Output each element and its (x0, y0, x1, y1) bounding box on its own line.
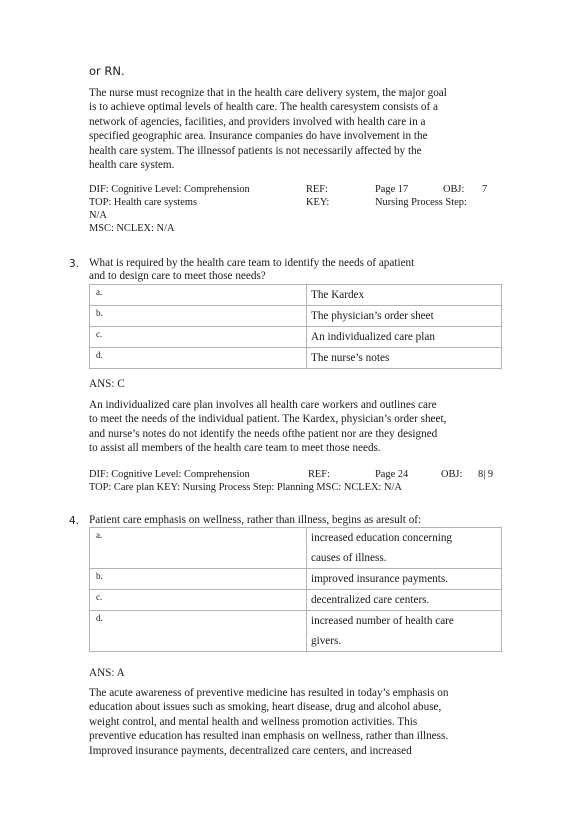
q4-rationale: The acute awareness of preventive medicine has resulted in today’s emphasis on education about issues such as smoking, heart disease, drug and alcohol abuse, weight control, and mental health and wellness promotion activities. This preventive education has resulted inan emphasis on wellness, rather than illness. Improved insurance payments, decentralized care centers, and increased (89, 687, 449, 757)
q4-option-a-letter: a. (90, 528, 307, 569)
q4-option-b-letter: b. (90, 569, 307, 590)
q3-rationale: An individualized care plan involves all health care workers and outlines care to meet the needs of the individual patient. The Kardex, physician’s order sheet, and nurse’s notes do not identify the needs ofthe patient nor are they designed to assist all members of the health care team to meet those needs. (89, 399, 447, 455)
q2-meta-row-2 (89, 196, 509, 209)
q4-stem: Patient care emphasis on wellness, rather than illness, begins as aresult of: (89, 514, 422, 526)
q4-option-a-line1: increased education concerning (311, 532, 453, 544)
q2-obj-value: 7 (482, 184, 488, 195)
q4-answer: ANS: A (89, 667, 125, 679)
q2-top: TOP: Health care systems (89, 197, 198, 208)
q4-option-d-line2: givers. (311, 635, 342, 647)
q3-obj-value: 8| 9 (478, 469, 494, 480)
q2-dif: DIF: Cognitive Level: Comprehension (89, 184, 250, 195)
q2-key-value: Nursing Process Step: (375, 197, 467, 208)
q3-metadata (89, 468, 509, 494)
q3-options-table (89, 284, 502, 369)
q3-option-c-text: An individualized care plan (307, 327, 502, 348)
q3-option-b-letter: b. (90, 306, 307, 327)
q2-rationale: The nurse must recognize that in the health care delivery system, the major goal is to achieve optimal levels of health care. The health caresystem consists of a network of agencies, facilities, and providers involved with health care in a specified geographic area. Insurance companies do have involvement in the health care system. The illnessof patients is not necessarily affected by the health care system. (89, 87, 447, 172)
q2-meta-row-4 (89, 222, 509, 235)
q3-meta-row-2 (89, 481, 509, 494)
q3-option-d-text: The nurse’s notes (307, 348, 502, 369)
q3-option-a-text: The Kardex (307, 285, 502, 306)
q3-ref-label: REF: (308, 469, 330, 480)
q3-meta-row-1 (89, 468, 509, 481)
q4-option-a-line2: causes of illness. (311, 552, 387, 564)
q2-msc: MSC: NCLEX: N/A (89, 223, 175, 234)
q2-metadata (89, 183, 509, 235)
q3-option-a-letter: a. (90, 285, 307, 306)
q2-meta-row-3 (89, 209, 509, 222)
q2-meta-row-1 (89, 183, 509, 196)
q2-key-label: KEY: (306, 197, 330, 208)
q4-option-c-letter: c. (90, 590, 307, 611)
q3-option-a[interactable] (90, 285, 502, 306)
q4-option-c[interactable] (90, 590, 502, 611)
q3-option-d[interactable] (90, 348, 502, 369)
fragment-text: or RN. (89, 64, 125, 78)
q2-obj-label: OBJ: (443, 184, 465, 195)
q4-option-c-line1: decentralized care centers. (311, 594, 430, 606)
q3-option-b[interactable] (90, 306, 502, 327)
q3-option-c[interactable] (90, 327, 502, 348)
q3-ref-value: Page 24 (375, 469, 409, 480)
q4-option-d-line1: increased number of health care (311, 615, 454, 627)
q4-option-b-line1: improved insurance payments. (311, 573, 449, 585)
q2-ref-value: Page 17 (375, 184, 409, 195)
q3-stem: What is required by the health care team to identify the needs of apatient and to design care to meet those needs? (89, 257, 415, 282)
q4-option-a[interactable] (90, 528, 502, 569)
q3-number: 3. (69, 258, 80, 270)
q4-option-b[interactable] (90, 569, 502, 590)
q4-option-d-letter: d. (90, 611, 307, 652)
q3-option-c-letter: c. (90, 327, 307, 348)
q3-answer: ANS: C (89, 378, 125, 390)
q3-option-d-letter: d. (90, 348, 307, 369)
q3-meta-line2: TOP: Care plan KEY: Nursing Process Step: Planning MSC: NCLEX: N/A (89, 482, 402, 493)
q2-na: N/A (89, 210, 107, 221)
q3-dif: DIF: Cognitive Level: Comprehension (89, 469, 250, 480)
q3-obj-label: OBJ: (441, 469, 463, 480)
q4-number: 4. (69, 515, 80, 527)
q4-option-d[interactable] (90, 611, 502, 652)
q4-options-table (89, 527, 502, 652)
q2-ref-label: REF: (306, 184, 328, 195)
q3-option-b-text: The physician’s order sheet (307, 306, 502, 327)
